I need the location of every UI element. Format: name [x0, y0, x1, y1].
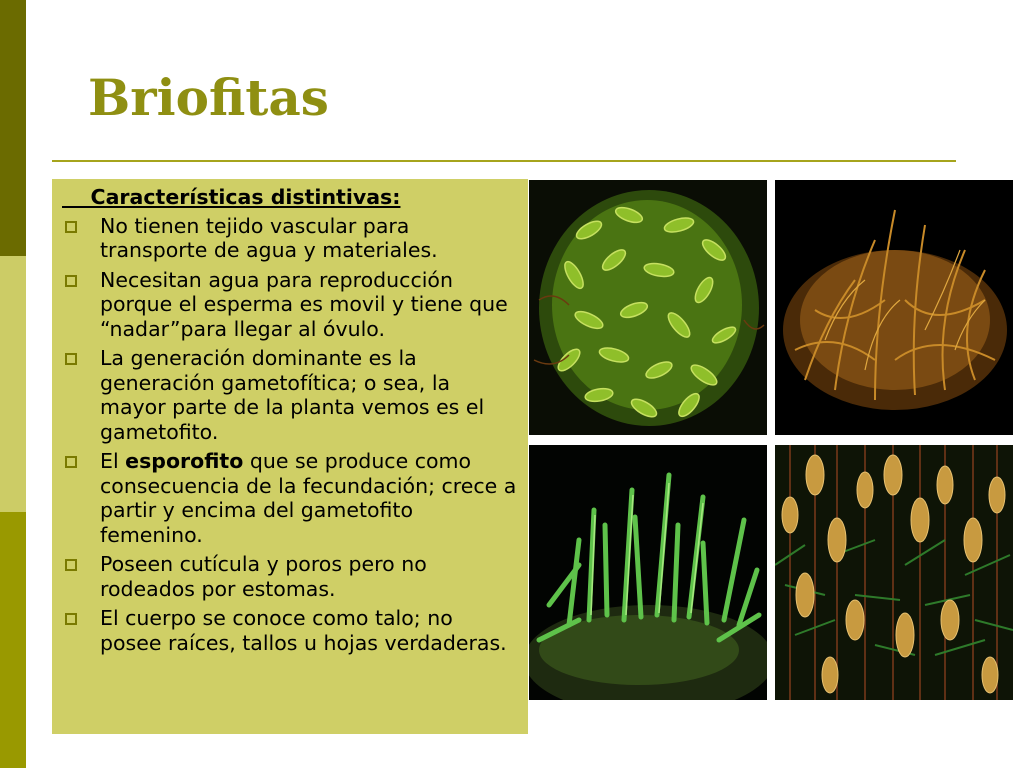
bullet-text: Necesitan agua para reproducción porque el esperma es movil y tiene que “nadar”para llegar al óvulo.	[100, 267, 508, 341]
list-item	[62, 449, 518, 547]
moss-sporophyte-stalks-photo	[529, 445, 767, 700]
section-heading: Características distintivas:	[62, 185, 401, 209]
bullet-text: No tienen tejido vascular para transporte de agua y materiales.	[100, 213, 438, 262]
list-item	[62, 552, 518, 601]
green-moss-clump-photo	[529, 180, 767, 435]
bullet-text: La generación dominante es la generación gametofítica; o sea, la mayor parte de la planta vemos es el gametofito.	[100, 346, 485, 444]
list-item	[62, 346, 518, 444]
title-divider	[52, 160, 956, 162]
bullet-list	[62, 214, 518, 656]
slide-title: Briofitas	[88, 68, 329, 127]
left-bar-light	[0, 256, 26, 512]
bullet-text-prefix: El	[100, 449, 126, 473]
left-bar-dark	[0, 0, 26, 256]
content-box	[52, 179, 528, 734]
square-bullet-icon	[65, 613, 77, 625]
bullet-text-suffix: que se produce como consecuencia de la fecundación; crece a partir y encima del gametofito femenino.	[100, 449, 517, 547]
square-bullet-icon	[65, 275, 77, 287]
bullet-bold-term: esporofito	[125, 449, 244, 473]
left-bar-olive	[0, 512, 26, 768]
list-item	[62, 214, 518, 263]
square-bullet-icon	[65, 559, 77, 571]
bullet-text: El cuerpo se conoce como talo; no posee raíces, tallos u hojas verdaderas.	[100, 606, 507, 655]
moss-capsules-photo	[775, 445, 1013, 700]
square-bullet-icon	[65, 456, 77, 468]
square-bullet-icon	[65, 353, 77, 365]
list-item	[62, 606, 518, 655]
brown-moss-clump-photo	[775, 180, 1013, 435]
square-bullet-icon	[65, 221, 77, 233]
list-item	[62, 268, 518, 342]
bullet-text: Poseen cutícula y poros pero no rodeados por estomas.	[100, 552, 427, 601]
